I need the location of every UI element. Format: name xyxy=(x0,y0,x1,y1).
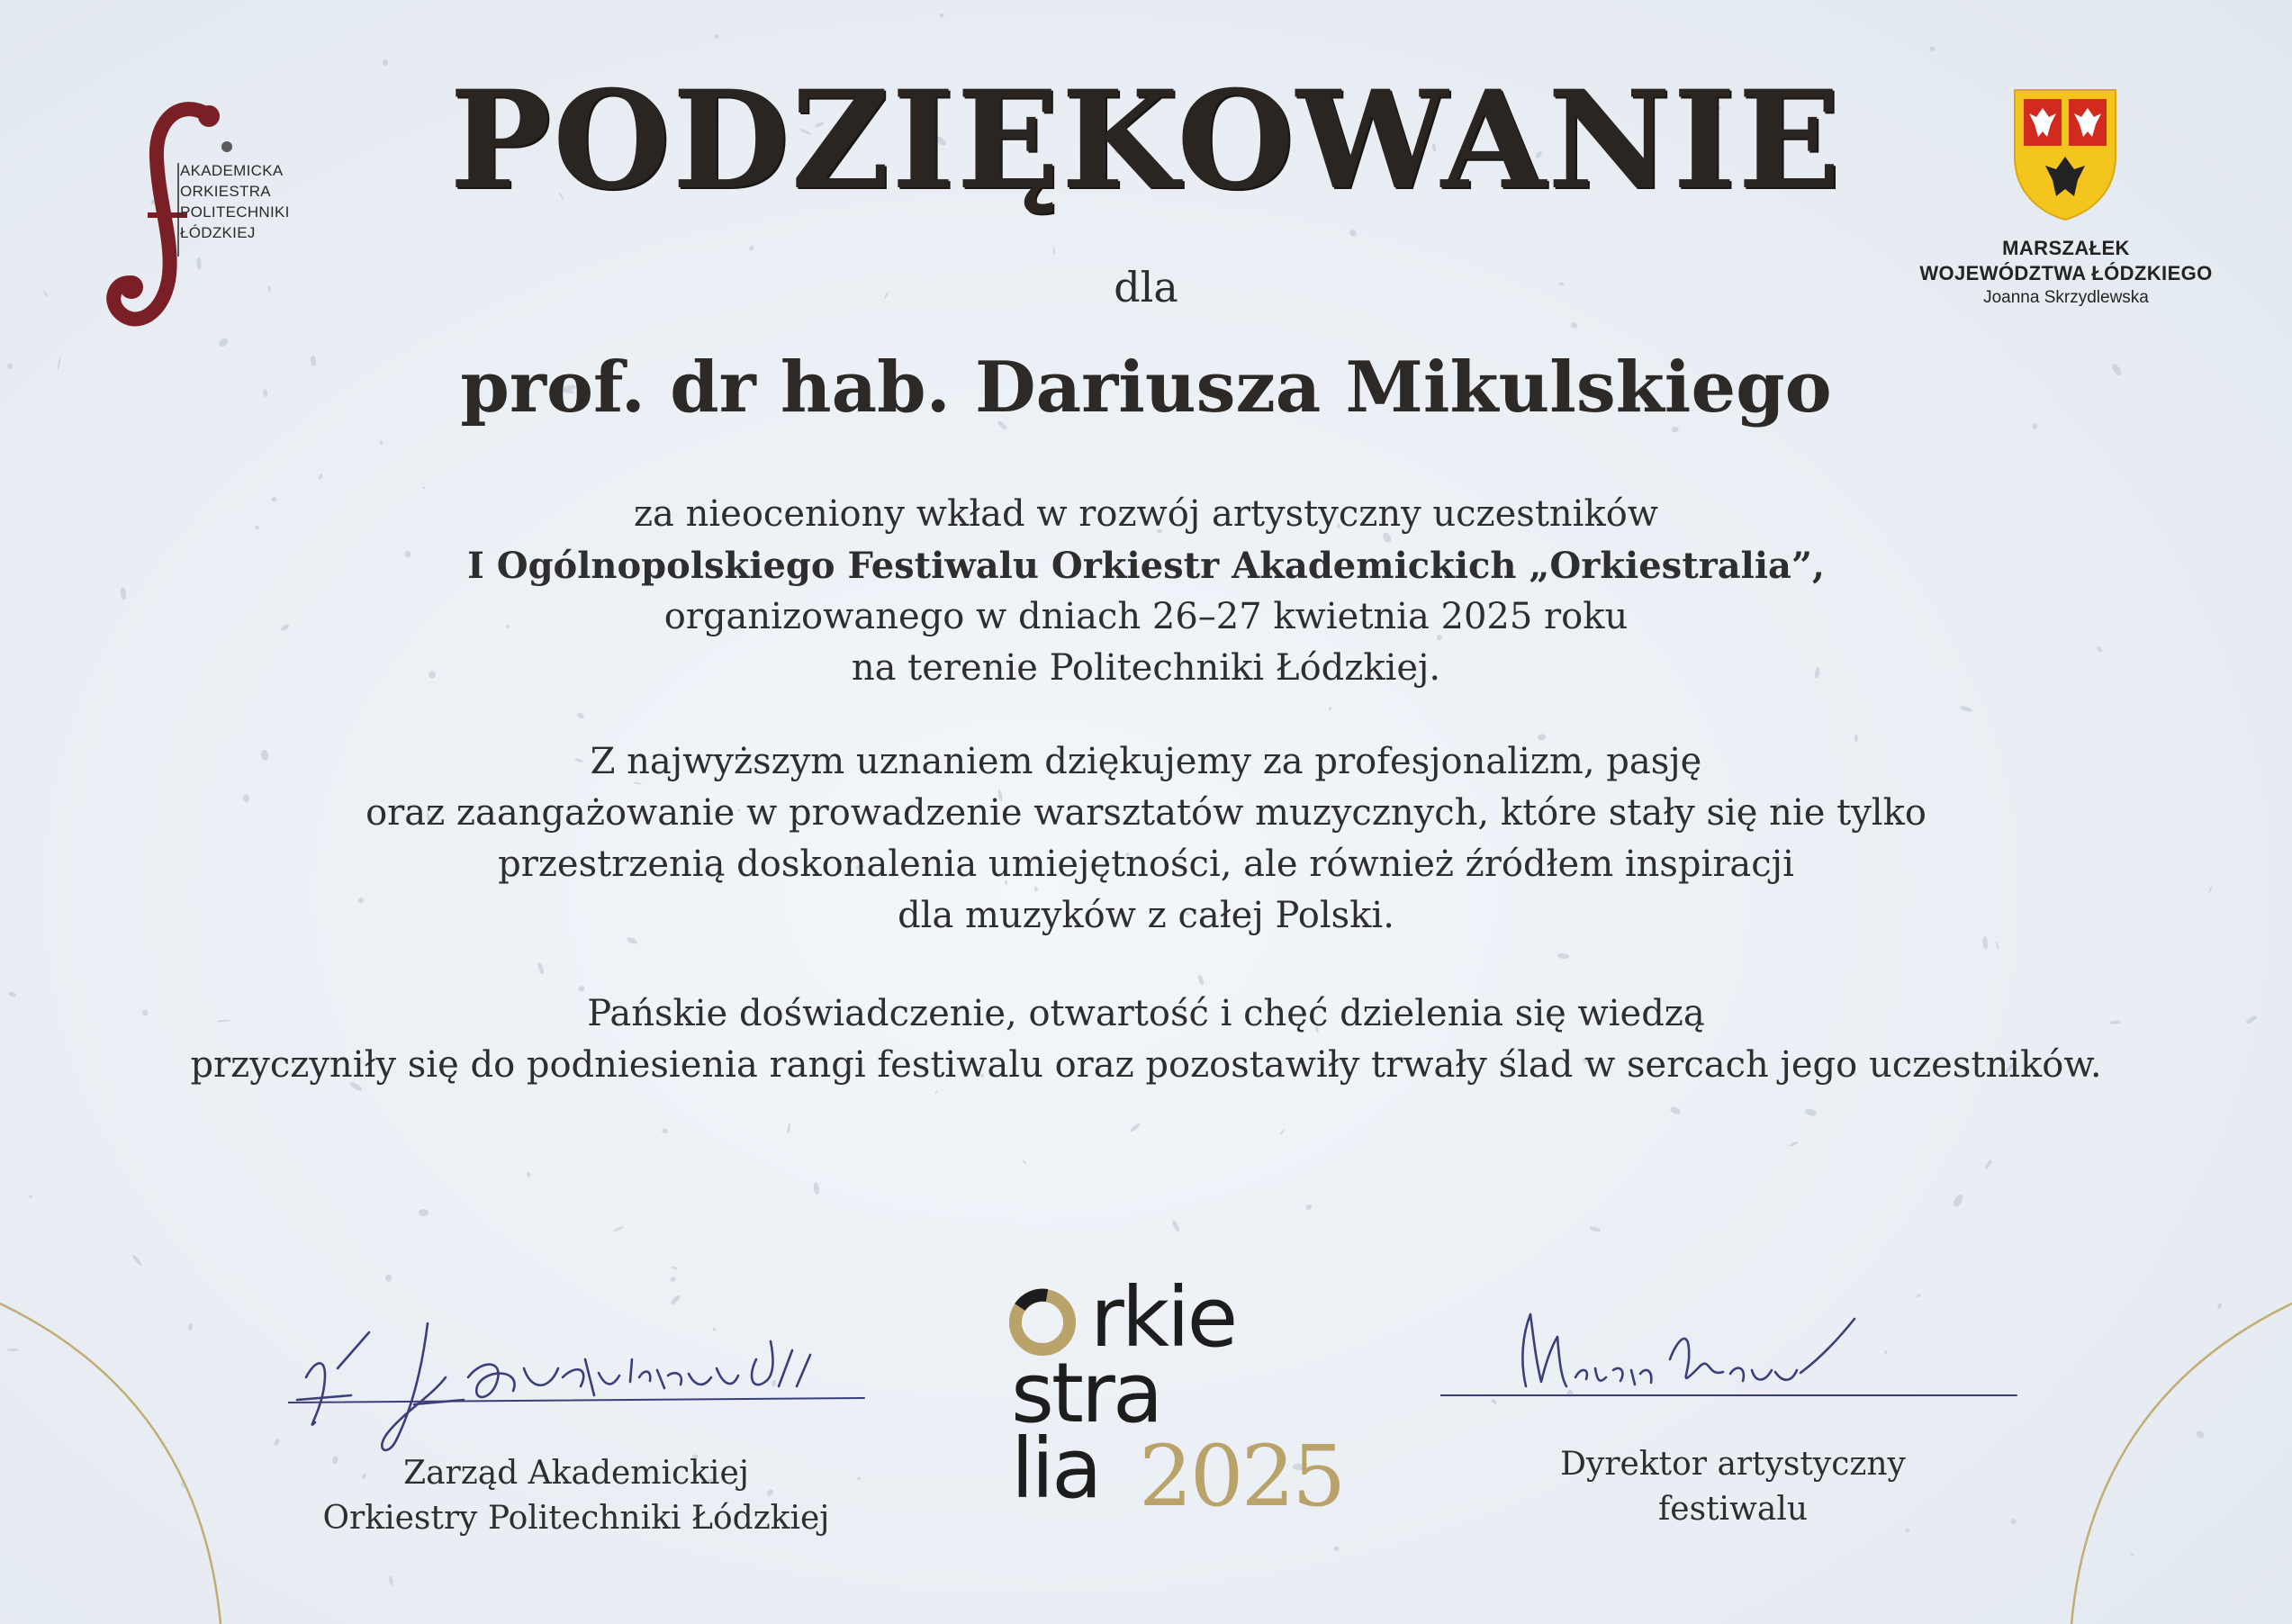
logo-line: POLITECHNIKI xyxy=(180,203,290,221)
dedication-word: dla xyxy=(1114,263,1178,311)
paper-speck xyxy=(380,440,383,445)
paragraph-line: przyczyniły się do podniesienia rangi festiwalu oraz pozostawiły trwały ślad w sercach jego uczestników. xyxy=(190,1044,2102,1086)
caption-line: festiwalu xyxy=(1657,1491,1809,1528)
document-title: PODZIĘKOWANIE xyxy=(449,61,1843,220)
paragraph-line: Pańskie doświadczenie, otwartość i chęć dzielenia się wiedzą xyxy=(587,993,1705,1034)
voivodeship-name: WOJEWÓDZTWA ŁÓDZKIEGO xyxy=(1919,262,2213,284)
paper-speck xyxy=(1929,47,1936,51)
logo-row-2: stra xyxy=(1011,1345,1161,1441)
paragraph-thanks xyxy=(0,736,2292,942)
festival-name-line: I Ogólnopolskiego Festiwalu Orkiestr Akademickich „Orkiestralia”, xyxy=(467,545,1825,587)
paragraph-line: na terenie Politechniki Łódzkiej. xyxy=(851,647,1441,689)
right-signature-caption xyxy=(1476,1442,1990,1532)
logo-line: ŁÓDZKIEJ xyxy=(180,224,256,241)
paragraph-line: dla muzyków z całej Polski. xyxy=(898,895,1394,936)
paper-speck xyxy=(419,1209,429,1216)
paragraph-line: organizowanego w dniach 26–27 kwietnia 2025 roku xyxy=(663,596,1629,637)
logo-line: AKADEMICKA xyxy=(180,162,284,179)
left-signature-caption xyxy=(297,1451,855,1541)
paragraph-line: przestrzenią doskonalenia umiejętności, ale również źródłem inspiracji xyxy=(498,844,1794,885)
logo-year: 2025 xyxy=(1139,1428,1344,1526)
caption-line: Dyrektor artystyczny xyxy=(1560,1446,1906,1483)
paragraph-line: za nieoceniony wkład w rozwój artystyczny uczestników xyxy=(633,493,1659,535)
paragraph-line: Z najwyższym uznaniem dziękujemy za profesjonalizm, pasję xyxy=(590,741,1702,782)
logo-row-1: rkie xyxy=(1090,1269,1236,1366)
caption-line: Orkiestry Politechniki Łódzkiej xyxy=(322,1500,830,1537)
marshal-title: MARSZAŁEK xyxy=(2002,237,2130,259)
paragraph-closing xyxy=(0,988,2292,1091)
recipient-name: prof. dr hab. Dariusza Mikulskiego xyxy=(460,347,1832,429)
marshal-name: Joanna Skrzydlewska xyxy=(1983,288,2149,307)
handwritten-signature-right xyxy=(1440,1296,2035,1440)
logo-line: ORKIESTRA xyxy=(180,183,271,200)
paragraph-contribution xyxy=(0,489,2292,694)
logo-row-3: lia xyxy=(1011,1421,1100,1517)
caption-line: Zarząd Akademickiej xyxy=(403,1455,749,1492)
paragraph-line: oraz zaangażowanie w prowadzenie warsztatów muzycznych, które stały się nie tylko xyxy=(365,792,1927,834)
orkiestralia-logo xyxy=(1004,1269,1364,1538)
